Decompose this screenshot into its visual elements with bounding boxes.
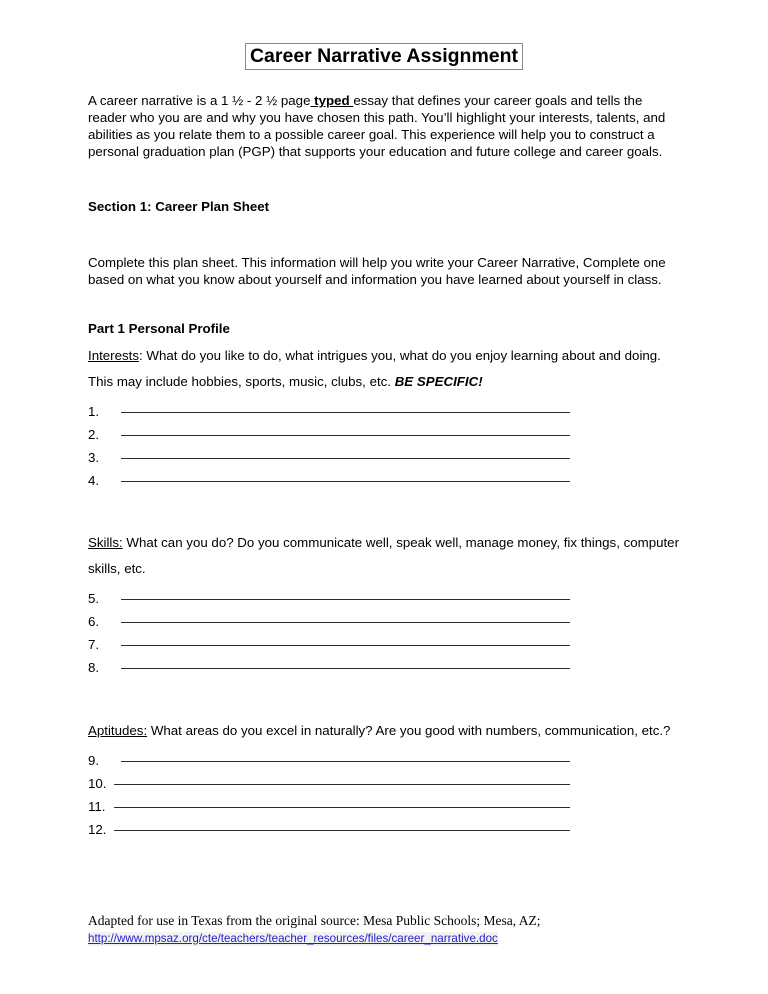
answer-line-rule[interactable] [121, 622, 570, 623]
answer-line-row [88, 612, 680, 635]
answer-line-rule[interactable] [121, 481, 570, 482]
footer-credit: Adapted for use in Texas from the original source: Mesa Public Schools; Mesa, AZ; [88, 913, 541, 928]
page-title: Career Narrative Assignment [245, 43, 523, 70]
plan-sheet-paragraph: Complete this plan sheet. This information will help you write your Career Narrative, Complete one based on what you know about yourself and information you have learned about yourself in class. [88, 255, 666, 288]
answer-line-number: 2. [88, 426, 100, 442]
prompt-interests-label: Interests [88, 347, 139, 363]
prompt-aptitudes-label: Aptitudes: [88, 722, 148, 738]
answer-line-rule[interactable] [121, 645, 570, 646]
answer-line-number: 12. [88, 821, 107, 837]
answer-line-rule[interactable] [121, 668, 570, 669]
section-1-heading: Section 1: Career Plan Sheet [88, 198, 270, 214]
answer-line-number: 1. [88, 403, 100, 419]
prompt-aptitudes-text: What areas do you excel in naturally? Are you good with numbers, communication, etc.? [147, 722, 671, 738]
answer-line-number: 9. [88, 752, 100, 768]
prompt-skills-label: Skills: [88, 534, 123, 550]
prompt-skills [88, 530, 680, 582]
footer-source-link[interactable]: http://www.mpsaz.org/cte/teachers/teacher_resources/files/career_narrative.doc [88, 932, 498, 945]
answer-line-rule[interactable] [121, 412, 570, 413]
answer-line-rule[interactable] [121, 435, 570, 436]
answer-line-number: 3. [88, 449, 100, 465]
answer-line-rule[interactable] [114, 784, 570, 785]
prompt-interests [88, 343, 680, 395]
answer-line-row [88, 425, 680, 448]
intro-text-after-typed: essay that defines your career goals and tells the reader who you are and why you have chosen this path. You’ll highlight your interests, talents, and abilities as you relate them to a possible career goal. This experience will help you to construct a personal graduation plan (PGP) that supports your education and future college and career goals. [88, 93, 666, 159]
answer-line-rule[interactable] [114, 807, 570, 808]
answer-lines-interests [88, 402, 680, 494]
part-1-heading: Part 1 Personal Profile [88, 321, 230, 336]
answer-line-rule[interactable] [121, 599, 570, 600]
answer-line-rule[interactable] [121, 458, 570, 459]
answer-line-number: 8. [88, 659, 100, 675]
answer-line-rule[interactable] [114, 830, 570, 831]
answer-line-row [88, 448, 680, 471]
document-body [88, 0, 680, 843]
answer-line-number: 4. [88, 472, 100, 488]
prompt-skills-text: What can you do? Do you communicate well, speak well, manage money, fix things, computer skills, etc. [88, 534, 680, 576]
answer-line-rule[interactable] [121, 761, 570, 762]
answer-line-row [88, 774, 680, 797]
prompt-aptitudes [88, 718, 680, 744]
answer-line-row [88, 751, 680, 774]
answer-line-number: 7. [88, 636, 100, 652]
prompt-interests-text: What do you like to do, what intrigues you, what do you enjoy learning about and doing. This may include hobbies, sports, music, clubs, etc. [88, 347, 661, 389]
prompt-interests-emphasis: BE SPECIFIC! [394, 373, 483, 389]
prompt-interests-label-suffix: : [139, 347, 143, 363]
answer-line-row [88, 402, 680, 425]
answer-line-row [88, 471, 680, 494]
answer-lines-aptitudes [88, 751, 680, 843]
footer [88, 913, 688, 947]
answer-line-number: 5. [88, 590, 100, 606]
answer-line-row [88, 820, 680, 843]
intro-text-before-typed: A career narrative is a 1 ½ - 2 ½ page [88, 93, 311, 109]
answer-line-row [88, 635, 680, 658]
answer-line-row [88, 797, 680, 820]
answer-line-number: 6. [88, 613, 100, 629]
intro-typed-emphasis: typed [310, 93, 354, 109]
title-container [88, 43, 680, 70]
answer-lines-skills [88, 589, 680, 681]
answer-line-row [88, 589, 680, 612]
intro-paragraph [88, 93, 668, 160]
answer-line-row [88, 658, 680, 681]
answer-line-number: 11. [88, 798, 106, 814]
answer-line-number: 10. [88, 775, 107, 791]
